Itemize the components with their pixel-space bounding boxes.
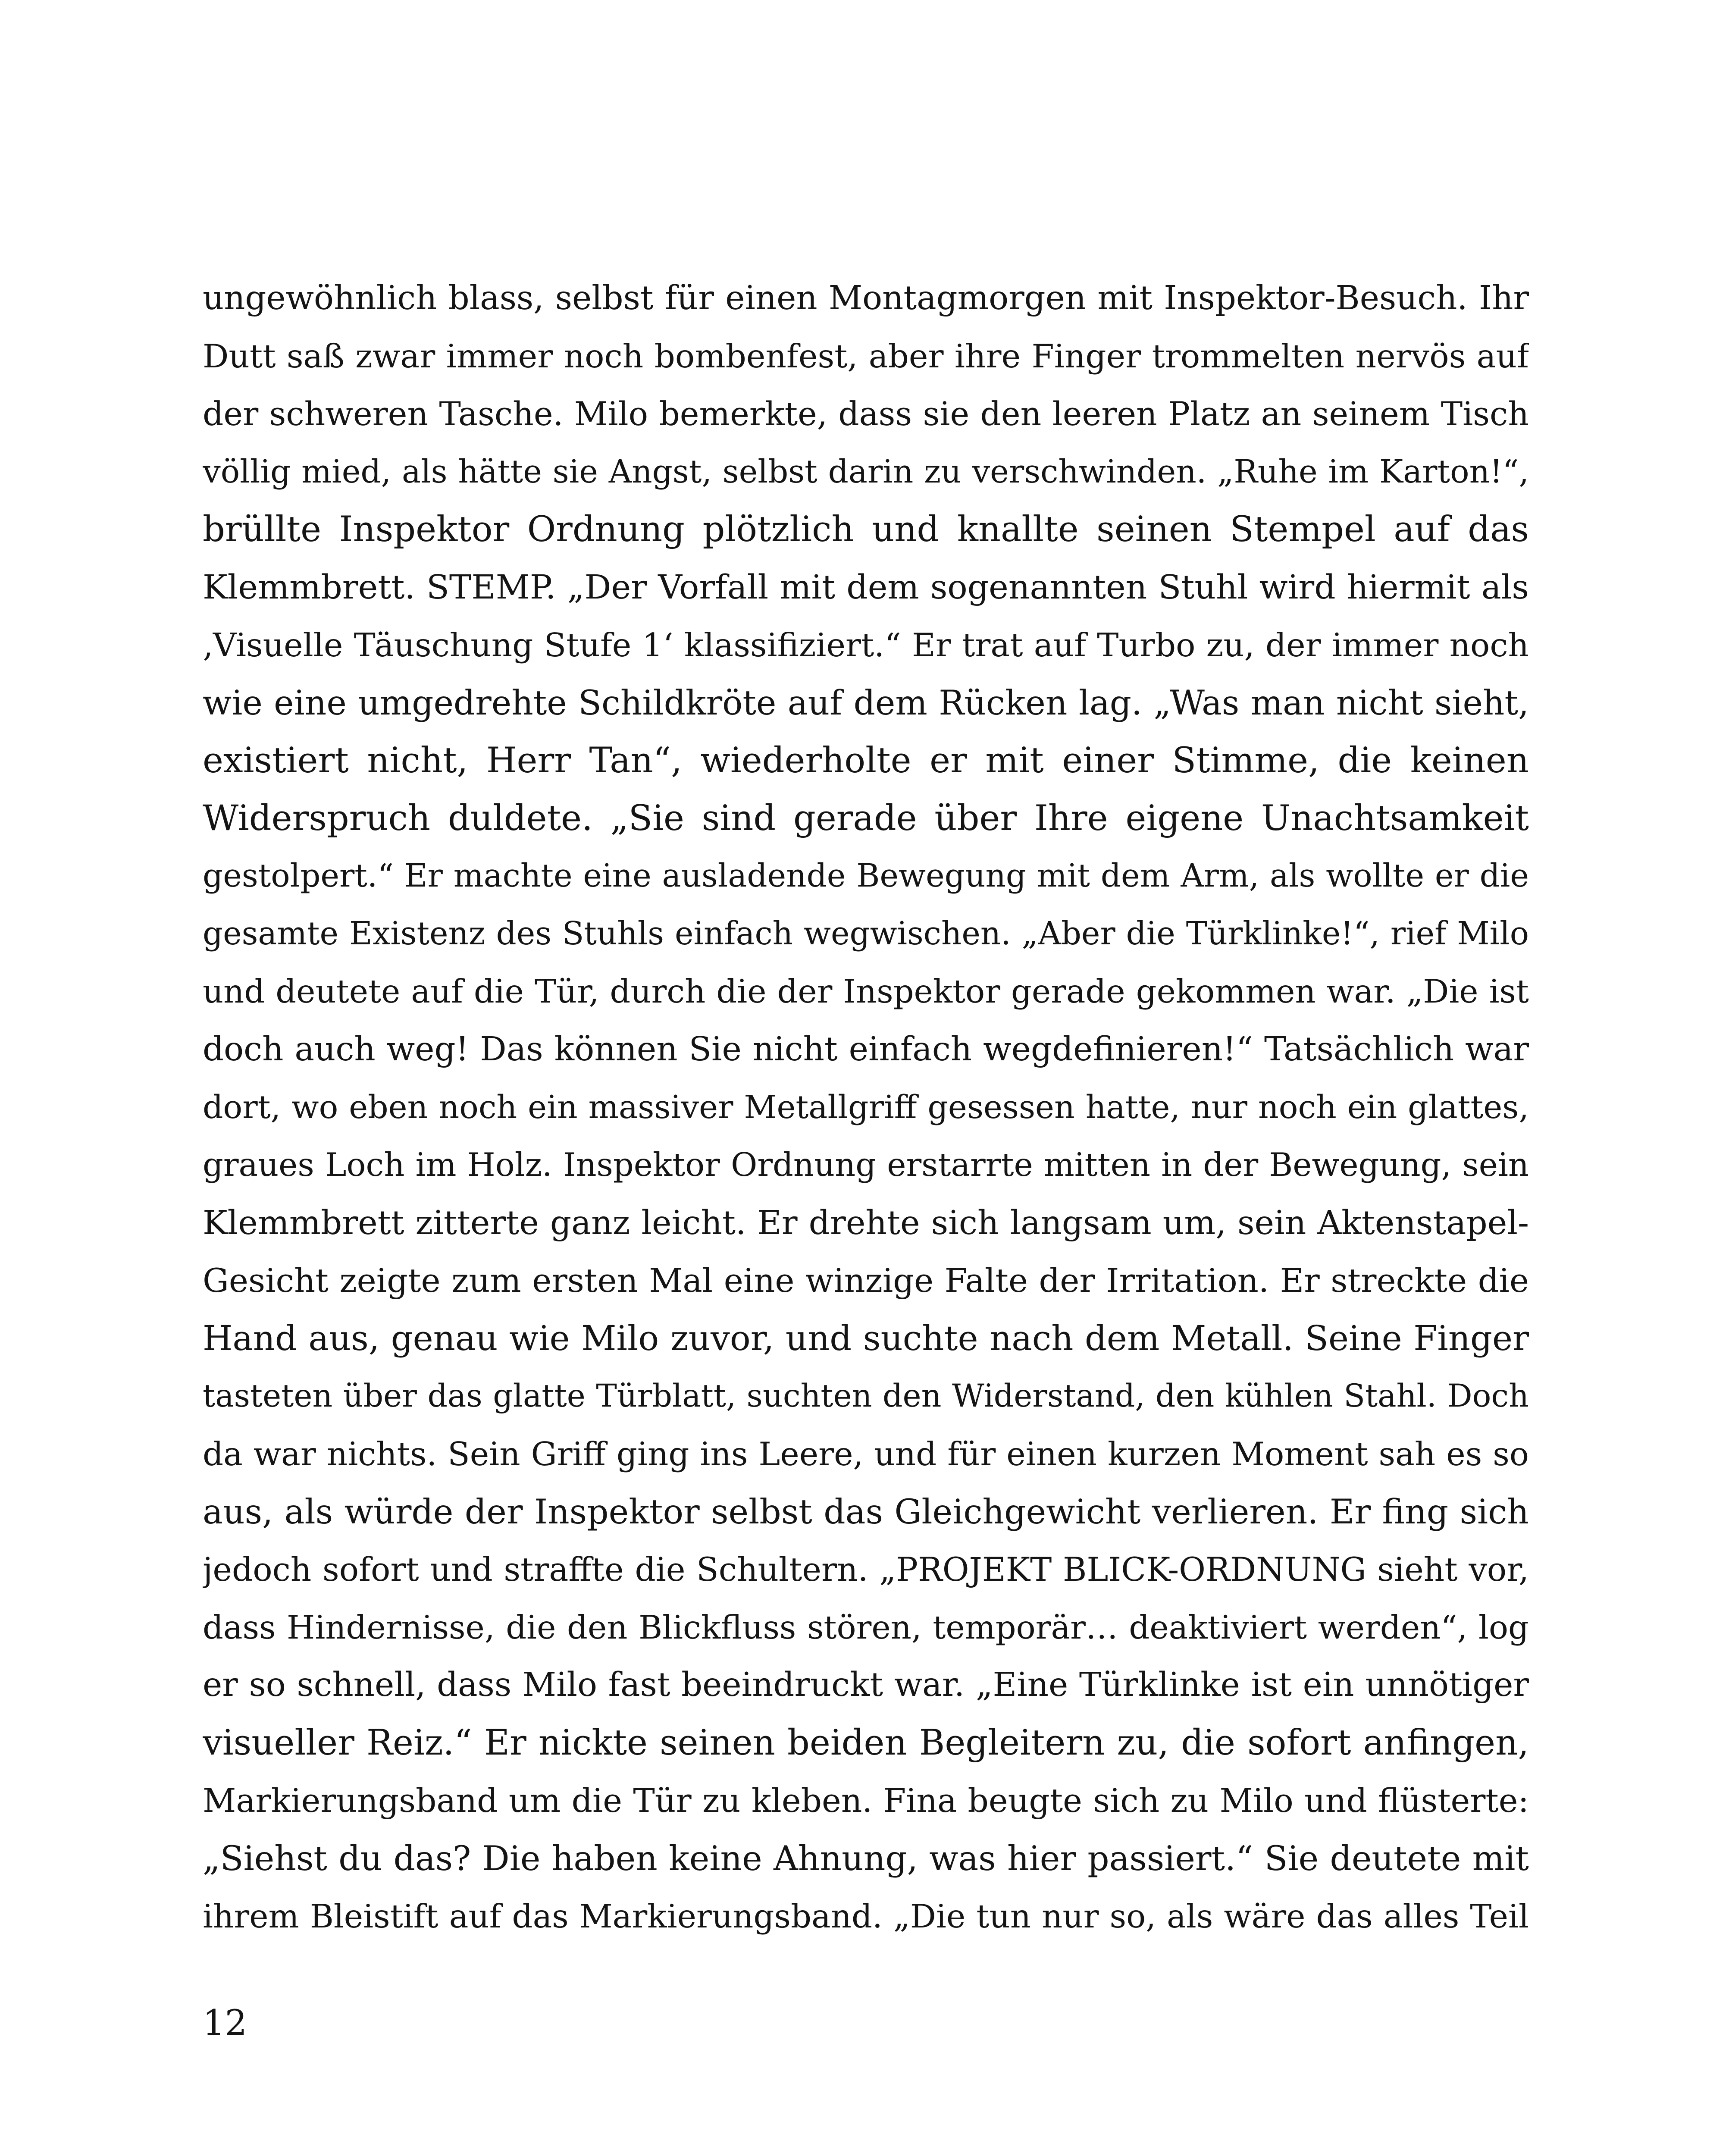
text-line-8: wie eine umgedrehte Schildkröte auf dem Rücken lag. „Was man nicht sieht, [203, 683, 1529, 723]
text-line-17: Klemmbrett zitterte ganz leicht. Er drehte sich langsam um, sein Aktenstapel- [203, 1203, 1529, 1242]
text-line-13: und deutete auf die Tür, durch die der Inspektor gerade gekommen war. „Die ist [203, 973, 1529, 1010]
text-line-4: völlig mied, als hätte sie Angst, selbst darin zu verschwinden. „Ruhe im Karton!“, [203, 453, 1529, 490]
page-number: 12 [203, 2003, 247, 2043]
text-line-7: ‚Visuelle Täuschung Stufe 1‘ klassifiziert.“ Er trat auf Turbo zu, der immer noch [203, 626, 1529, 664]
text-line-21: da war nichts. Sein Griff ging ins Leere, und für einen kurzen Moment sah es so [203, 1435, 1529, 1473]
text-line-24: dass Hindernisse, die den Blickfluss stören, temporär… deaktiviert werden“, log [203, 1608, 1529, 1646]
text-line-15: dort, wo eben noch ein massiver Metallgriff gesessen hatte, nur noch ein glattes, [203, 1088, 1529, 1126]
text-line-16: graues Loch im Holz. Inspektor Ordnung erstarrte mitten in der Bewegung, sein [203, 1146, 1529, 1184]
text-line-2: Dutt saß zwar immer noch bombenfest, aber ihre Finger trommelten nervös auf [203, 337, 1529, 375]
text-line-19: Hand aus, genau wie Milo zuvor, und suchte nach dem Metall. Seine Finger [203, 1318, 1529, 1358]
text-line-6: Klemmbrett. STEMP. „Der Vorfall mit dem sogenannten Stuhl wird hiermit als [203, 568, 1529, 607]
body-text [203, 270, 1529, 1945]
text-line-11: gestolpert.“ Er machte eine ausladende Bewegung mit dem Arm, als wollte er die [203, 858, 1529, 894]
text-line-27: Markierungsband um die Tür zu kleben. Fina beugte sich zu Milo und flüsterte: [203, 1782, 1529, 1820]
text-line-22: aus, als würde der Inspektor selbst das Gleichgewicht verlieren. Er fing sich [203, 1492, 1529, 1532]
text-line-3: der schweren Tasche. Milo bemerkte, dass sie den leeren Platz an seinem Tisch [203, 395, 1529, 433]
text-line-25: er so schnell, dass Milo fast beeindruckt war. „Eine Türklinke ist ein unnötiger [203, 1666, 1529, 1704]
text-line-10: Widerspruch duldete. „Sie sind gerade über Ihre eigene Unachtsamkeit [203, 798, 1529, 839]
text-line-28: „Siehst du das? Die haben keine Ahnung, was hier passiert.“ Sie deutete mit [203, 1839, 1529, 1878]
text-line-23: jedoch sofort und straffte die Schultern. „PROJEKT BLICK-ORDNUNG sieht vor, [203, 1551, 1529, 1589]
text-line-12: gesamte Existenz des Stuhls einfach wegwischen. „Aber die Türklinke!“, rief Milo [203, 915, 1529, 952]
text-line-1: ungewöhnlich blass, selbst für einen Montagmorgen mit Inspektor-Besuch. Ihr [203, 279, 1529, 317]
text-line-9: existiert nicht, Herr Tan“, wiederholte er mit einer Stimme, die keinen [203, 740, 1529, 781]
text-line-29: ihrem Bleistift auf das Markierungsband. „Die tun nur so, als wäre das alles Teil [203, 1897, 1529, 1935]
text-line-18: Gesicht zeigte zum ersten Mal eine winzige Falte der Irritation. Er streckte die [203, 1261, 1529, 1300]
text-line-20: tasteten über das glatte Türblatt, suchten den Widerstand, den kühlen Stahl. Doch [203, 1378, 1529, 1414]
text-line-26: visueller Reiz.“ Er nickte seinen beiden Begleitern zu, die sofort anfingen, [203, 1723, 1529, 1763]
text-line-14: doch auch weg! Das können Sie nicht einfach wegdefinieren!“ Tatsächlich war [203, 1030, 1529, 1069]
text-line-5: brüllte Inspektor Ordnung plötzlich und knallte seinen Stempel auf das [203, 509, 1529, 550]
